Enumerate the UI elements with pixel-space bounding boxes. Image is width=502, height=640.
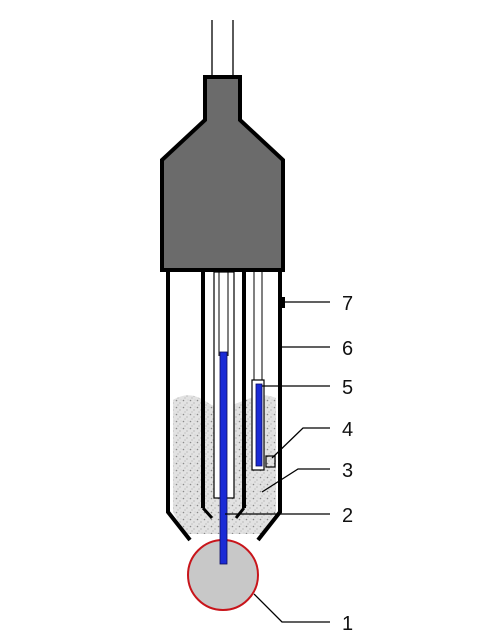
reference-electrode-wire <box>256 384 262 466</box>
label-3: 3 <box>342 460 354 482</box>
cable-wires <box>212 20 233 80</box>
internal-electrode-wire <box>220 352 227 564</box>
porous-junction <box>266 456 275 467</box>
label-5: 5 <box>342 377 354 399</box>
label-4: 4 <box>342 419 354 441</box>
label-6: 6 <box>342 338 354 360</box>
label-2: 2 <box>342 505 354 527</box>
fill-hole-plug <box>280 297 285 308</box>
label-1: 1 <box>342 613 354 635</box>
electrode-cap <box>162 77 283 270</box>
label-7: 7 <box>342 293 354 315</box>
